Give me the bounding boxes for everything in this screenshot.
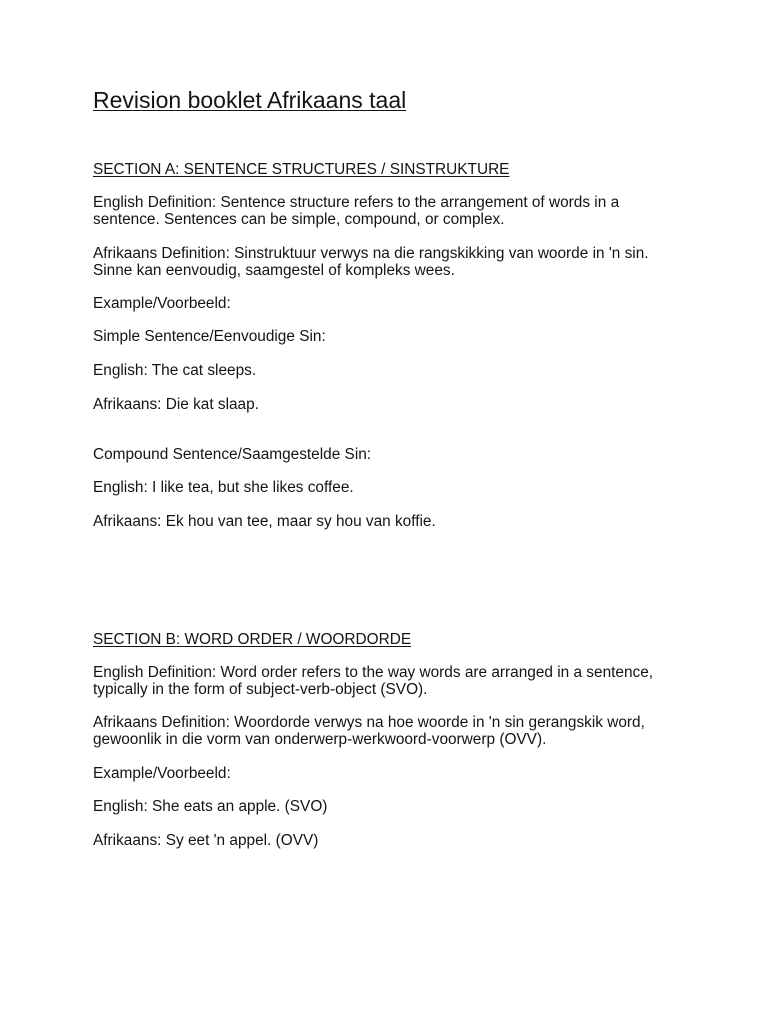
simple-sentence-english: English: The cat sleeps. <box>93 362 257 379</box>
section-a-example-label: Example/Voorbeeld: <box>93 295 231 312</box>
simple-sentence-afrikaans: Afrikaans: Die kat slaap. <box>93 396 259 413</box>
section-b-example-label: Example/Voorbeeld: <box>93 765 231 782</box>
compound-sentence-label: Compound Sentence/Saamgestelde Sin: <box>93 446 372 463</box>
section-b-heading: SECTION B: WORD ORDER / WOORDORDE <box>93 631 412 648</box>
section-a-english-definition: English Definition: Sentence structure refers to the arrangement of words in a sentence. Sentences can be simple, compound, or complex. <box>93 194 620 228</box>
simple-sentence-label: Simple Sentence/Eenvoudige Sin: <box>93 328 326 345</box>
section-b-english-definition: English Definition: Word order refers to the way words are arranged in a sentence, typically in the form of subject-verb-object (SVO). <box>93 664 654 698</box>
word-order-afrikaans-example: Afrikaans: Sy eet 'n appel. (OVV) <box>93 832 319 849</box>
section-a-afrikaans-definition: Afrikaans Definition: Sinstruktuur verwys na die rangskikking van woorde in 'n sin. Sinne kan eenvoudig, saamgestel of kompleks wees. <box>93 245 649 279</box>
word-order-english-example: English: She eats an apple. (SVO) <box>93 798 328 815</box>
section-a-heading: SECTION A: SENTENCE STRUCTURES / SINSTRUKTURE <box>93 161 510 178</box>
section-b-afrikaans-definition: Afrikaans Definition: Woordorde verwys na hoe woorde in 'n sin gerangskik word, gewoonlik in die vorm van onderwerp-werkwoord-voorwerp (OVV). <box>93 714 645 748</box>
compound-sentence-afrikaans: Afrikaans: Ek hou van tee, maar sy hou van koffie. <box>93 513 436 530</box>
compound-sentence-english: English: I like tea, but she likes coffee. <box>93 479 354 496</box>
document-title: Revision booklet Afrikaans taal <box>93 87 407 113</box>
